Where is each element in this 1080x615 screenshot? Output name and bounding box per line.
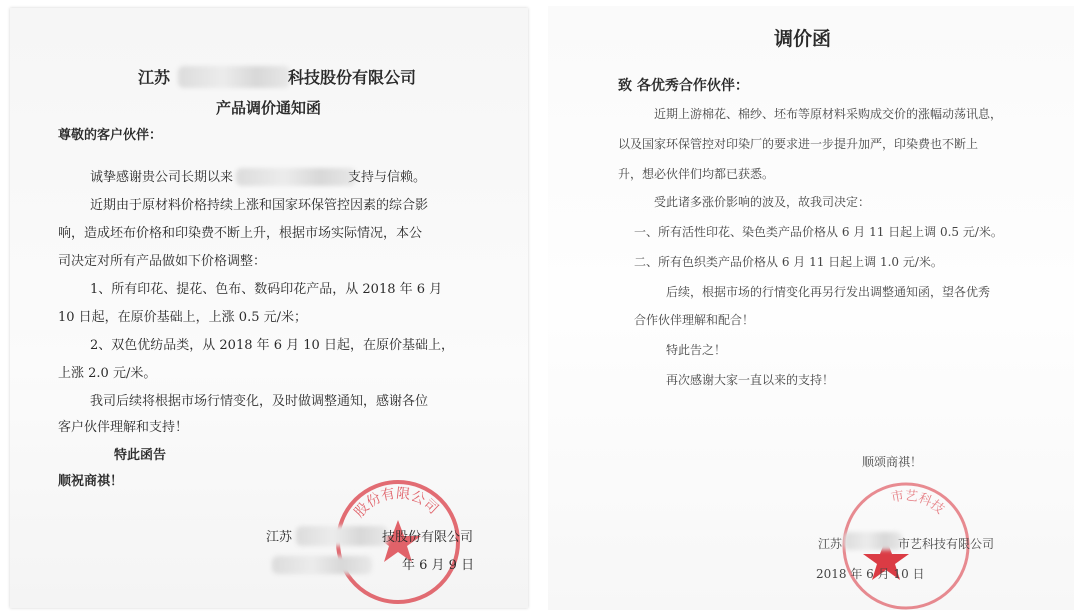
redacted-company-name bbox=[178, 66, 290, 88]
paragraph-line: 升，想必伙伴们均都已获悉。 bbox=[618, 167, 775, 181]
redacted-signature-name bbox=[296, 526, 388, 546]
price-item-1-line: 10 日起，在原价基础上，上涨 0.5 元/米； bbox=[58, 310, 307, 325]
regards: 顺祝商祺！ bbox=[58, 474, 124, 489]
signature-company-end: 市艺科技有限公司 bbox=[898, 537, 995, 551]
signature-company-start: 江苏 bbox=[266, 530, 293, 545]
salutation: 尊敬的客户伙伴： bbox=[58, 128, 163, 143]
price-adjustment-letter-b bbox=[548, 6, 1074, 610]
signature-date: 年 6 月 9 日 bbox=[402, 558, 475, 573]
company-header-left: 江苏 bbox=[138, 68, 171, 87]
redacted-date-year bbox=[272, 556, 372, 574]
special-notice: 特此函告 bbox=[114, 448, 167, 463]
decision-line: 受此诸多涨价影响的波及，故我司决定： bbox=[654, 195, 871, 209]
thanks-line-end: 支持与信赖。 bbox=[348, 170, 427, 185]
price-item-1: 一、所有活性印花、染色类产品价格从 6 月 11 日起上调 0.5 元/米。 bbox=[634, 225, 1003, 239]
price-notice-letter-a bbox=[10, 8, 528, 608]
regards: 顺颂商祺！ bbox=[862, 455, 923, 469]
paragraph-line: 近期由于原材料价格持续上涨和国家环保管控因素的综合影 bbox=[90, 198, 429, 213]
company-header-right: 科技股份有限公司 bbox=[288, 68, 417, 87]
signature-company-end: 技股份有限公司 bbox=[382, 530, 474, 545]
redacted-customer bbox=[236, 168, 356, 186]
seal-text: 市艺科技 bbox=[889, 488, 947, 518]
thanks-line: 再次感谢大家一直以来的支持！ bbox=[666, 373, 835, 387]
followup-line: 后续，根据市场的行情变化再另行发出调整通知函，望各优秀 bbox=[666, 285, 991, 299]
price-item-2-line: 2、双色优纺品类，从 2018 年 6 月 10 日起，在原价基础上， bbox=[90, 338, 454, 353]
closing-line: 我司后续将根据市场行情变化，及时做调整通知，感谢各位 bbox=[90, 394, 429, 409]
signature-date: 2018 年 6 月 10 日 bbox=[816, 567, 925, 581]
price-item-2-line: 上涨 2.0 元/米。 bbox=[58, 366, 157, 381]
followup-line: 合作伙伴理解和配合！ bbox=[634, 313, 755, 327]
addressee: 致 各优秀合作伙伴： bbox=[618, 78, 749, 94]
paragraph-line: 司决定对所有产品做如下价格调整： bbox=[58, 254, 267, 269]
paragraph-line: 响，造成坯布价格和印染费不断上升，根据市场实际情况，本公 bbox=[58, 226, 423, 241]
seal-text: 股份有限公司 bbox=[351, 485, 442, 521]
redacted-signature-name bbox=[844, 532, 902, 550]
letter-title: 产品调价通知函 bbox=[216, 99, 322, 117]
paragraph-line: 近期上游棉花、棉纱、坯布等原材料采购成交价的涨幅动荡讯息， bbox=[654, 107, 1003, 121]
signature-company-start: 江苏 bbox=[818, 537, 843, 551]
letter-title: 调价函 bbox=[774, 28, 832, 50]
closing-line: 客户伙伴理解和支持！ bbox=[58, 420, 189, 435]
price-item-1-line: 1、所有印花、提花、色布、数码印花产品，从 2018 年 6 月 bbox=[90, 282, 443, 297]
price-item-2: 二、所有色织类产品价格从 6 月 11 日起上调 1.0 元/米。 bbox=[634, 255, 943, 269]
paragraph-line: 以及国家环保管控对印染厂的要求进一步提升加严，印染费也不断上 bbox=[618, 137, 979, 151]
special-notice: 特此告之！ bbox=[666, 343, 727, 357]
thanks-line-start: 诚挚感谢贵公司长期以来 bbox=[90, 170, 234, 185]
